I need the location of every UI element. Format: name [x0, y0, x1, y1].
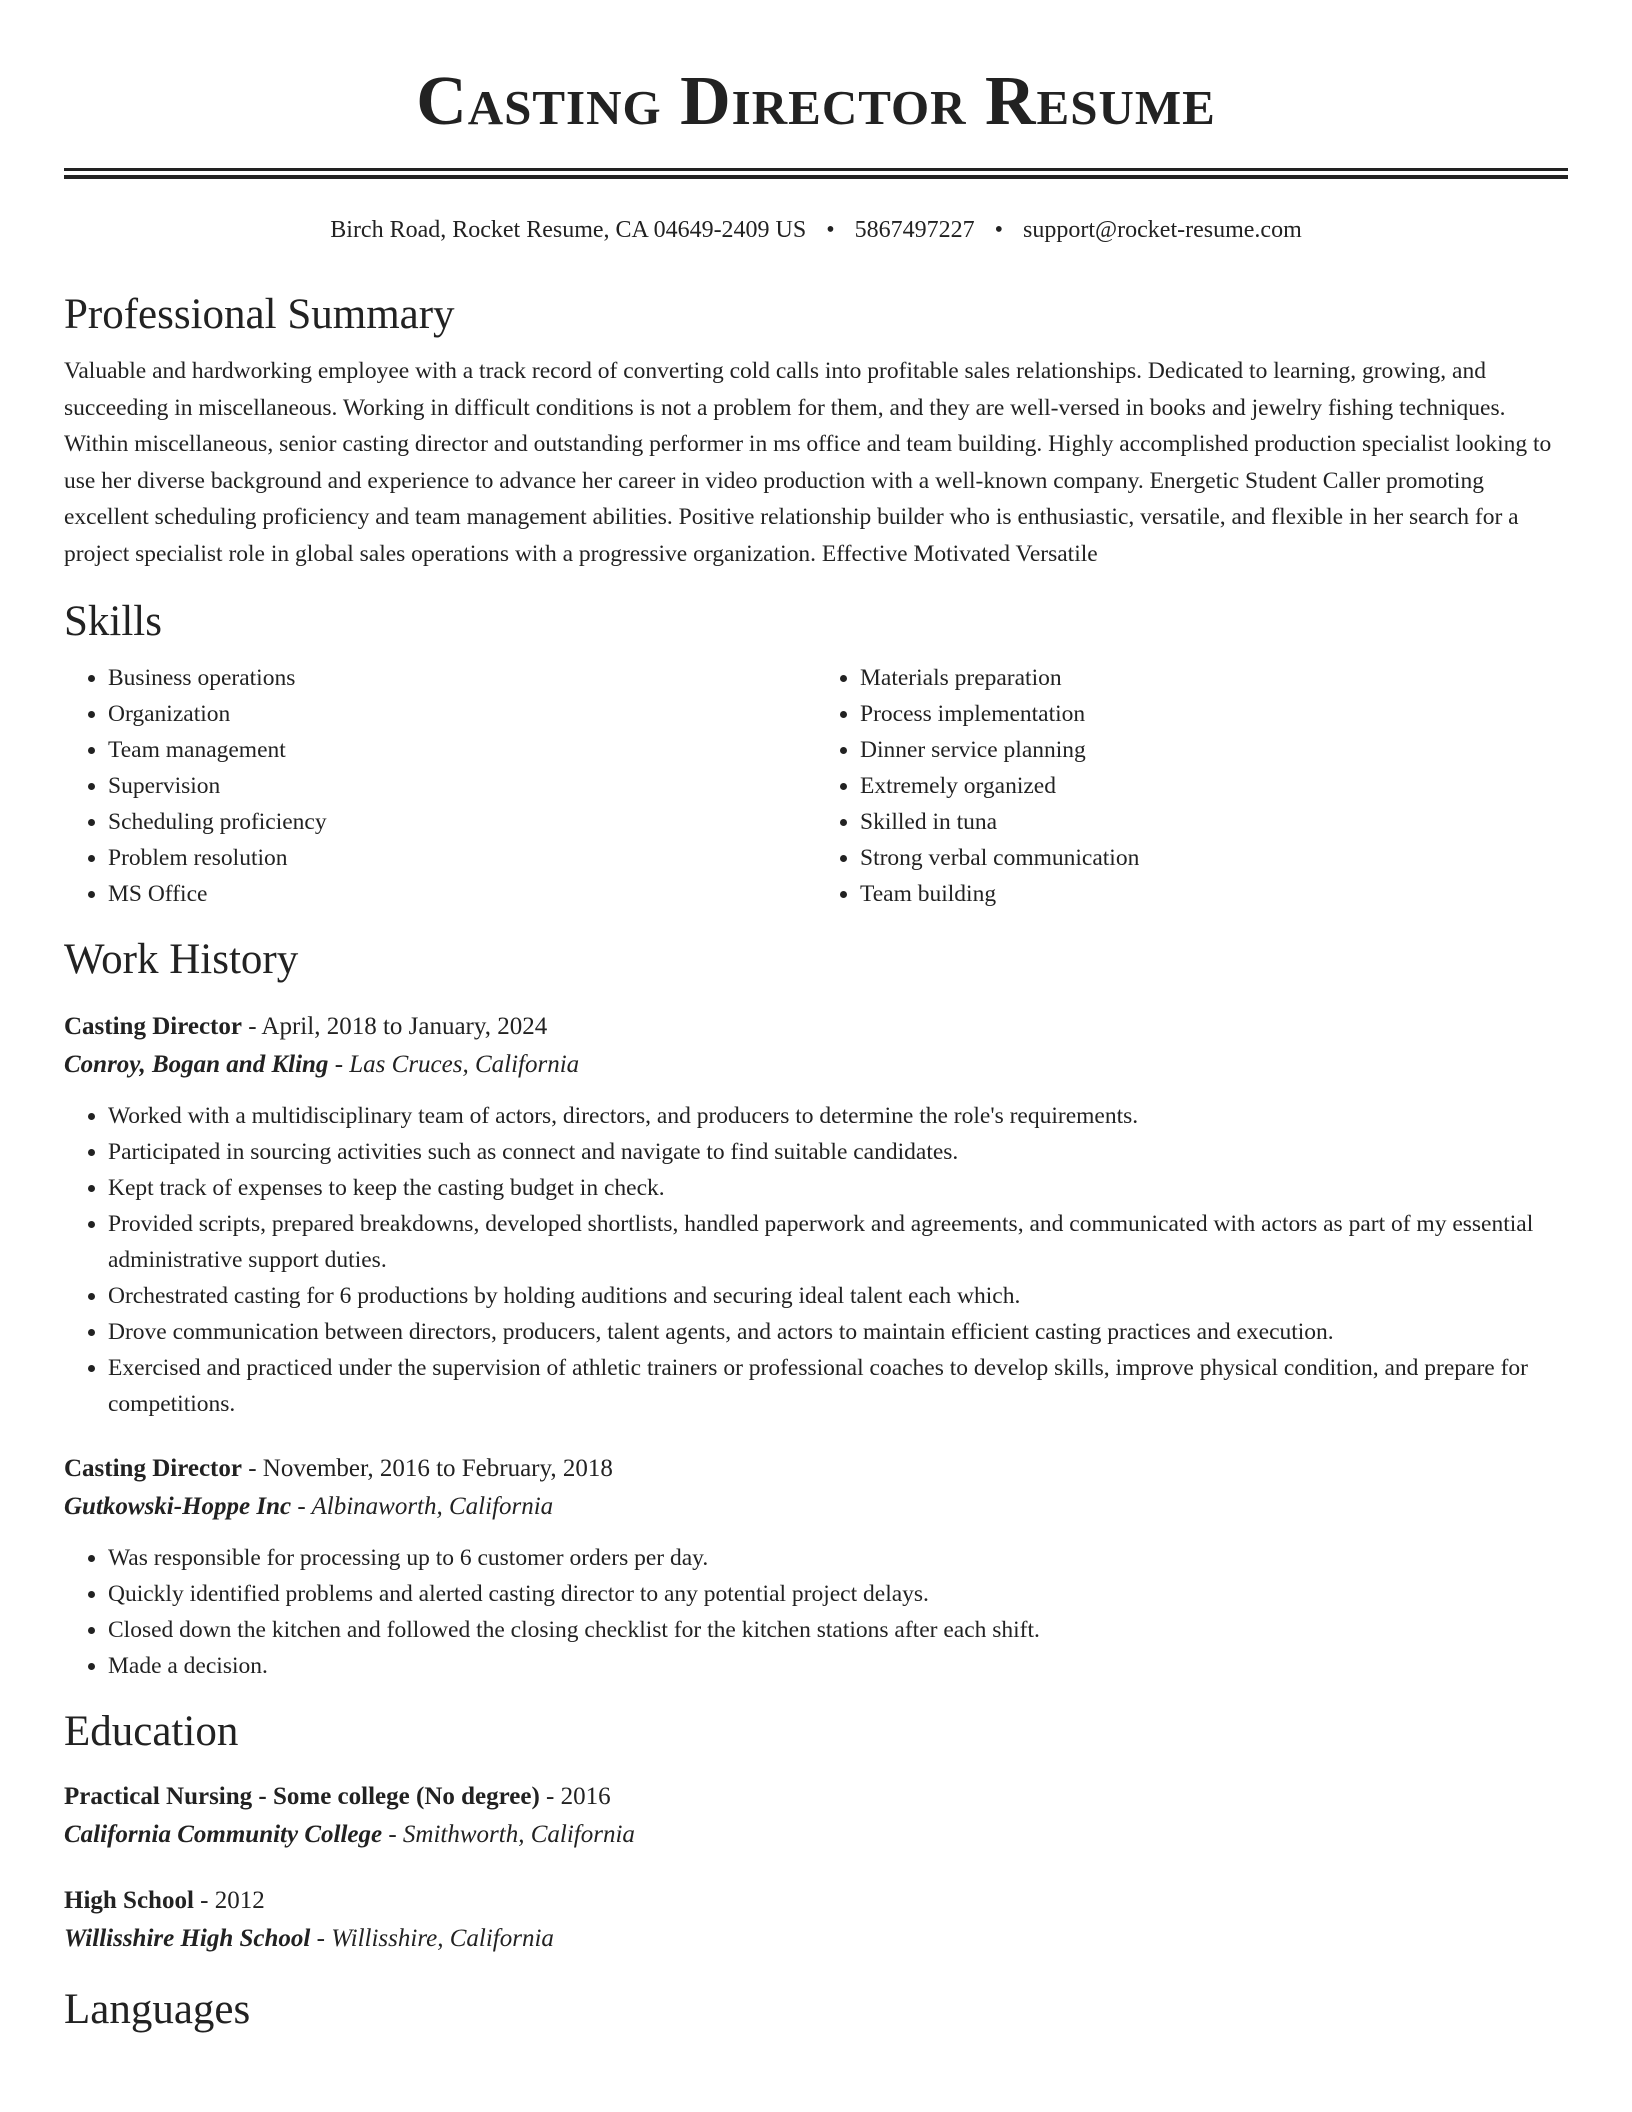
skill-item: • Organization: [108, 696, 816, 732]
dash: -: [310, 1925, 332, 1952]
skills-heading: Skills: [64, 598, 162, 645]
job-bullets: [64, 1540, 1568, 1684]
skill-item: • Extremely organized: [860, 768, 1568, 804]
skill-item: • Materials preparation: [860, 660, 1568, 696]
job-title-line: [64, 1450, 1568, 1488]
skill-item: • Business operations: [108, 660, 816, 696]
skill-item: • Problem resolution: [108, 840, 816, 876]
job-bullet: • Participated in sourcing activities such as connect and navigate to find suitable candidates.: [108, 1134, 1568, 1170]
skill-item: • Supervision: [108, 768, 816, 804]
education-entry: [64, 1778, 1568, 1854]
education-year: 2016: [560, 1783, 611, 1810]
languages-heading: Languages: [64, 1986, 251, 2033]
job-location: Albinaworth, California: [311, 1493, 554, 1520]
education-degree: Practical Nursing - Some college (No degree): [64, 1783, 540, 1810]
education-location: Smithworth, California: [402, 1821, 635, 1848]
job-entry: [64, 1008, 1568, 1422]
job-bullet: • Provided scripts, prepared breakdowns, developed shortlists, handled paperwork and agreements, and communicated with actors as part of my essential administrative support duties.: [108, 1206, 1568, 1278]
skill-item: • Process implementation: [860, 696, 1568, 732]
skill-item: • Skilled in tuna: [860, 804, 1568, 840]
job-company: Gutkowski-Hoppe Inc: [64, 1493, 292, 1520]
job-bullet: • Was responsible for processing up to 6 customer orders per day.: [108, 1540, 1568, 1576]
education-year: 2012: [214, 1887, 265, 1914]
education-degree-line: [64, 1778, 1568, 1816]
job-bullet: • Kept track of expenses to keep the casting budget in check.: [108, 1170, 1568, 1206]
job-dates: April, 2018 to January, 2024: [261, 1013, 548, 1040]
skill-item: • Dinner service planning: [860, 732, 1568, 768]
skills-list-right: [816, 660, 1568, 912]
job-bullet: • Orchestrated casting for 6 productions by holding auditions and securing ideal talent each which.: [108, 1278, 1568, 1314]
summary-text: Valuable and hardworking employee with a track record of converting cold calls into profitable sales relationships. Dedicated to learning, growing, and succeeding in miscellaneous. Working in difficult conditions is not a problem for them, and they are well-versed in books and jewelry fishing techniques. Within miscellaneous, senior casting director and outstanding performer in ms office and team building. Highly accomplished production specialist looking to use her diverse background and experience to advance her career in video production with a well-known company. Energetic Student Caller promoting excellent scheduling proficiency and team management abilities. Positive relationship builder who is enthusiastic, versatile, and flexible in her search for a project specialist role in global sales operations with a progressive organization. Effective Motivated Versatile: [64, 358, 1552, 567]
job-location: Las Cruces, California: [349, 1051, 580, 1078]
job-bullet: • Made a decision.: [108, 1648, 1568, 1684]
job-title: Casting Director: [64, 1455, 242, 1482]
job-bullet: • Worked with a multidisciplinary team of actors, directors, and producers to determine the role's requirements.: [108, 1098, 1568, 1134]
dash: -: [328, 1051, 350, 1078]
education-degree: High School: [64, 1887, 194, 1914]
education-school-line: [64, 1920, 1568, 1958]
header-double-rule: [64, 168, 1568, 179]
job-dates: November, 2016 to February, 2018: [262, 1455, 613, 1482]
job-title: Casting Director: [64, 1013, 242, 1040]
contact-phone: 5867497227: [854, 217, 975, 243]
dash: -: [241, 1455, 263, 1482]
education-entry: [64, 1882, 1568, 1958]
contact-email: support@rocket-resume.com: [1023, 217, 1302, 243]
skill-item: • Team management: [108, 732, 816, 768]
dash: -: [539, 1783, 561, 1810]
skill-item: • Strong verbal communication: [860, 840, 1568, 876]
job-company-line: [64, 1488, 1568, 1526]
work-history-heading: Work History: [64, 936, 299, 983]
job-bullet: • Exercised and practiced under the supervision of athletic trainers or professional coaches to develop skills, improve physical condition, and prepare for competitions.: [108, 1350, 1568, 1422]
skills-list-left: [64, 660, 816, 912]
dash: -: [193, 1887, 215, 1914]
dash: -: [241, 1013, 262, 1040]
job-company: Conroy, Bogan and Kling: [64, 1051, 329, 1078]
bullet-separator: •: [994, 217, 1004, 243]
bullet-separator: •: [826, 217, 835, 243]
job-title-line: [64, 1008, 1568, 1046]
education-location: Willisshire, California: [331, 1925, 554, 1952]
education-school: Willisshire High School: [64, 1925, 311, 1952]
skill-item: • MS Office: [108, 876, 816, 912]
contact-line: [64, 215, 1568, 245]
job-bullet: • Closed down the kitchen and followed the closing checklist for the kitchen stations after each shift.: [108, 1612, 1568, 1648]
skill-item: • Scheduling proficiency: [108, 804, 816, 840]
skill-item: • Team building: [860, 876, 1568, 912]
dash: -: [382, 1821, 403, 1848]
skills-columns: [64, 660, 1568, 912]
page-title: Casting Director Resume: [416, 63, 1216, 140]
job-bullets: [64, 1098, 1568, 1422]
education-school: California Community College: [64, 1821, 383, 1848]
job-entry: [64, 1450, 1568, 1684]
education-school-line: [64, 1816, 1568, 1854]
job-bullet: • Quickly identified problems and alerted casting director to any potential project delays.: [108, 1576, 1568, 1612]
contact-address: Birch Road, Rocket Resume, CA 04649-2409 US: [330, 217, 807, 243]
education-degree-line: [64, 1882, 1568, 1920]
job-bullet: • Drove communication between directors, producers, talent agents, and actors to maintain efficient casting practices and execution.: [108, 1314, 1568, 1350]
dash: -: [291, 1493, 312, 1520]
summary-heading: Professional Summary: [64, 291, 455, 338]
education-heading: Education: [64, 1708, 239, 1755]
job-company-line: [64, 1046, 1568, 1084]
